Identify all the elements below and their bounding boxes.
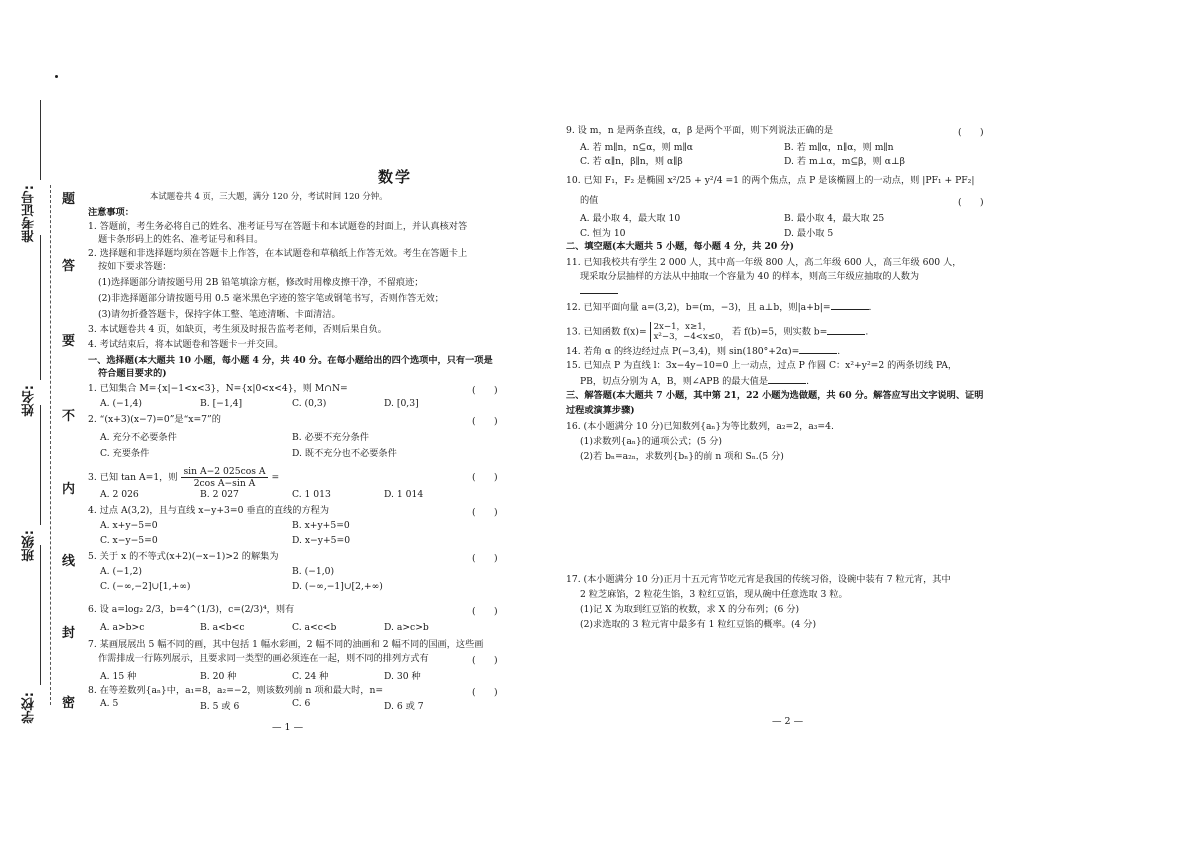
question-10: 10. 已知 F₁，F₂ 是椭圆 x²/25 + y²/4 =1 的两个焦点，点 P 是该椭圆上的一动点，则 |PF₁ + PF₂| (566, 175, 975, 186)
section-heading: 过程或演算步骤) (566, 405, 635, 416)
seal-char: 答 (62, 259, 76, 274)
class-field-line (40, 405, 41, 525)
question-3 (88, 466, 279, 489)
note-line: 1. 答题前，考生务必将自己的姓名、准考证号写在答题卡和本试题卷的封面上，并认真核对答 (88, 221, 468, 232)
option: D. 既不充分也不必要条件 (292, 448, 397, 459)
answer-paren: ( ) (472, 416, 498, 427)
question-11: 11. 已知我校共有学生 2 000 人，其中高一年级 800 人，高二年级 600 人，高三年级 600 人， (566, 257, 962, 268)
question-1: 1. 已知集合 M={x|−1<x<3}，N={x|0<x<4}，则 M∩N= (88, 383, 348, 394)
note-line: 2. 选择题和非选择题均须在答题卡上作答，在本试题卷和草稿纸上作答无效。考生在答题卡上 (88, 248, 468, 259)
page-number: — 2 — (772, 716, 804, 727)
option: C. 若 α∥n，β∥n，则 α∥β (580, 156, 683, 167)
blank-line[interactable] (827, 325, 865, 335)
question-15-cont: PB，切点分别为 A，B，则∠APB 的最大值是 . (580, 376, 809, 387)
q3-stem: 3. 已知 tan A=1，则 (88, 472, 178, 483)
school-field-line (40, 545, 41, 685)
option: C. (−∞,−2]∪[1,+∞) (100, 581, 191, 592)
seal-char: 线 (62, 554, 76, 569)
answer-paren: ( ) (472, 385, 498, 396)
question-9: 9. 设 m，n 是两条直线，α，β 是两个平面，则下列说法正确的是 (566, 125, 834, 136)
option: D. (−∞,−1]∪[2,+∞) (292, 581, 383, 592)
option: B. [−1,4] (200, 398, 243, 409)
question-6: 6. 设 a=log₂ 2/3，b=4^(1/3)，c=(2/3)⁴，则有 (88, 604, 295, 615)
question-16-part: (1)求数列{aₙ}的通项公式；(5 分) (580, 436, 722, 447)
section-heading: 二、填空题(本大题共 5 小题，每小题 4 分，共 20 分) (566, 241, 795, 252)
option: B. a<b<c (200, 622, 245, 633)
question-13: 13. 已知函数 f(x)= 2x−1，x≥1， x²−3，−4<x≤0， 若 f(b)=5，则实数 b= . (566, 322, 869, 342)
blank-line[interactable] (799, 344, 837, 354)
option: B. 2 027 (200, 489, 239, 500)
seal-char: 密 (62, 696, 76, 711)
section-heading: 符合题目要求的) (98, 368, 167, 379)
option: C. 充要条件 (100, 448, 150, 459)
q3-denominator: 2cos A−sin A (193, 478, 256, 489)
option: A. x+y−5=0 (100, 520, 158, 531)
note-line: (3)请勿折叠答题卡，保持字体工整、笔迹清晰、卡面清洁。 (98, 309, 341, 320)
option: D. 1 014 (384, 489, 424, 500)
q13-suffix: 若 f(b)=5，则实数 b= (732, 326, 828, 338)
school-field-label: 学校: (22, 692, 37, 724)
note-line: 3. 本试题卷共 4 页，如缺页，考生须及时报告监考老师，否则后果自负。 (88, 324, 387, 335)
option: C. 24 种 (292, 671, 329, 682)
option: A. 充分不必要条件 (100, 432, 177, 443)
seal-char: 要 (62, 334, 76, 349)
question-8: 8. 在等差数列{aₙ}中，a₁=8，a₂=−2，则该数列前 n 项和最大时，n= (88, 685, 384, 696)
question-17: 17. (本小题满分 10 分)正月十五元宵节吃元宵是我国的传统习俗，设碗中装有 7 粒元宵，其中 (566, 574, 951, 585)
q12-text: 12. 已知平面向量 a=(3,2)，b=(m，−3)，且 a⊥b，则|a+b|= (566, 302, 831, 313)
option: A. 15 种 (100, 671, 137, 682)
q15-text: PB，切点分别为 A，B，则∠APB 的最大值是 (580, 376, 769, 387)
option: D. 30 种 (384, 671, 421, 682)
exam-info: 本试题卷共 4 页，三大题，满分 120 分，考试时间 120 分钟。 (150, 191, 388, 201)
note-line: (2)非选择题部分请按题号用 0.5 毫米黑色字迹的签字笔或钢笔书写，否则作答无效； (98, 293, 444, 304)
option: D. x−y+5=0 (292, 535, 351, 546)
question-4: 4. 过点 A(3,2)，且与直线 x−y+3=0 垂直的直线的方程为 (88, 505, 330, 516)
q13-case: 2x−1，x≥1， (653, 322, 712, 332)
question-11-cont: 现采取分层抽样的方法从中抽取一个容量为 40 的样本，则高三年级应抽取的人数为 (580, 271, 920, 282)
q13-piecewise (650, 322, 730, 342)
exam-id-field-label: 准考证号: (22, 185, 37, 243)
answer-paren: ( ) (472, 553, 498, 564)
question-15: 15. 已知点 P 为直线 l：3x−4y−10=0 上一动点，过点 P 作圆 C：x²+y²=2 的两条切线 PA， (566, 360, 958, 371)
seal-char: 题 (62, 192, 76, 207)
option: C. 恒为 10 (580, 228, 626, 239)
option: A. (−1,2) (100, 566, 142, 577)
seal-dashed-line (50, 185, 51, 705)
question-17-part: (2)求选取的 3 粒元宵中最多有 1 粒红豆馅的概率。(4 分) (580, 619, 817, 630)
q13-prefix: 13. 已知函数 f(x)= (566, 326, 647, 338)
blank-line[interactable] (831, 300, 869, 310)
answer-paren: ( ) (472, 507, 498, 518)
section-heading: 三、解答题(本大题共 7 小题，其中第 21，22 小题为选做题，共 60 分。解答应写出文字说明、证明 (566, 390, 984, 401)
scan-speck (55, 75, 58, 78)
question-14: 14. 若角 α 的终边经过点 P(−3,4)，则 sin(180°+2α)= . (566, 346, 841, 357)
page-number: — 1 — (272, 722, 304, 733)
option: D. [0,3] (384, 398, 419, 409)
answer-paren: ( ) (472, 472, 498, 483)
q3-numerator: sin A−2 025cos A (183, 466, 266, 477)
option: A. (−1,4) (100, 398, 142, 409)
question-17-part: (1)记 X 为取到红豆馅的枚数，求 X 的分布列；(6 分) (580, 604, 800, 615)
question-7-cont: 作需排成一行陈列展示，且要求同一类型的画必须连在一起，则不同的排列方式有 (98, 653, 429, 664)
blank-line[interactable] (768, 374, 806, 384)
option: B. (−1,0) (292, 566, 335, 577)
question-12: 12. 已知平面向量 a=(3,2)，b=(m，−3)，且 a⊥b，则|a+b|= . (566, 302, 872, 313)
question-16-part: (2)若 bₙ=a₂ₙ，求数列{bₙ}的前 n 项和 Sₙ.(5 分) (580, 451, 784, 462)
option: D. a>c>b (384, 622, 429, 633)
option: B. 20 种 (200, 671, 237, 682)
option: B. 若 m∥α，n∥α，则 m∥n (784, 142, 894, 153)
answer-paren: ( ) (472, 606, 498, 617)
seal-char: 内 (62, 482, 76, 497)
option: A. 2 026 (100, 489, 139, 500)
option: D. 6 或 7 (384, 701, 424, 712)
question-2: 2. “(x+3)(x−7)=0”是“x=7”的 (88, 414, 221, 425)
option: A. a>b>c (100, 622, 145, 633)
option: A. 5 (100, 698, 119, 709)
answer-paren: ( ) (472, 655, 498, 666)
answer-blank (580, 284, 618, 298)
q3-fraction (181, 466, 267, 489)
option: B. x+y+5=0 (292, 520, 350, 531)
option: C. (0,3) (292, 398, 327, 409)
answer-paren: ( ) (958, 197, 984, 208)
option: B. 必要不充分条件 (292, 432, 369, 443)
option: C. 1 013 (292, 489, 331, 500)
option: B. 5 或 6 (200, 701, 240, 712)
blank-line[interactable] (580, 284, 618, 294)
option: D. 最小取 5 (784, 228, 834, 239)
option: C. x−y−5=0 (100, 535, 158, 546)
question-7: 7. 某画展展出 5 幅不同的画，其中包括 1 幅水彩画，2 幅不同的油画和 2 幅不同的国画，这些画 (88, 639, 484, 650)
q14-text: 14. 若角 α 的终边经过点 P(−3,4)，则 sin(180°+2α)= (566, 346, 800, 357)
seal-char: 不 (62, 409, 76, 424)
option: A. 若 m∥n，n⊆α，则 m∥α (580, 142, 693, 153)
name-field-line (40, 235, 41, 380)
q13-case: x²−3，−4<x≤0， (653, 332, 730, 342)
seal-char: 封 (62, 626, 76, 641)
option: B. 最小取 4，最大取 25 (784, 213, 885, 224)
class-field-label: 班级: (22, 530, 37, 562)
page-title: 数学 (378, 168, 413, 186)
option: C. a<c<b (292, 622, 337, 633)
exam-id-field-line (40, 100, 41, 180)
section-heading: 一、选择题(本大题共 10 小题，每小题 4 分，共 40 分。在每小题给出的四个选项中，只有一项是 (88, 355, 493, 366)
question-16: 16. (本小题满分 10 分)已知数列{aₙ}为等比数列，a₂=2，a₃=4. (566, 421, 834, 432)
q3-tail: = (271, 472, 280, 483)
note-line: 按如下要求答题： (98, 261, 172, 272)
option: A. 最小取 4，最大取 10 (580, 213, 681, 224)
note-line: 题卡条形码上的姓名、准考证号和科目。 (98, 234, 264, 245)
option: C. 6 (292, 698, 311, 709)
question-17-cont: 2 粒芝麻馅，2 粒花生馅，3 粒红豆馅，现从碗中任意选取 3 粒。 (580, 589, 848, 600)
notes-heading: 注意事项： (88, 207, 134, 218)
answer-paren: ( ) (958, 127, 984, 138)
note-line: 4. 考试结束后，将本试题卷和答题卡一并交回。 (88, 339, 284, 350)
question-10-cont: 的值 (580, 195, 599, 206)
option: D. 若 m⊥α，m⊆β，则 α⊥β (784, 156, 905, 167)
note-line: (1)选择题部分请按题号用 2B 铅笔填涂方框，修改时用橡皮擦干净，不留痕迹； (98, 277, 424, 288)
question-5: 5. 关于 x 的不等式(x+2)(−x−1)>2 的解集为 (88, 551, 279, 562)
name-field-label: 姓名: (22, 385, 37, 417)
answer-paren: ( ) (472, 687, 498, 698)
